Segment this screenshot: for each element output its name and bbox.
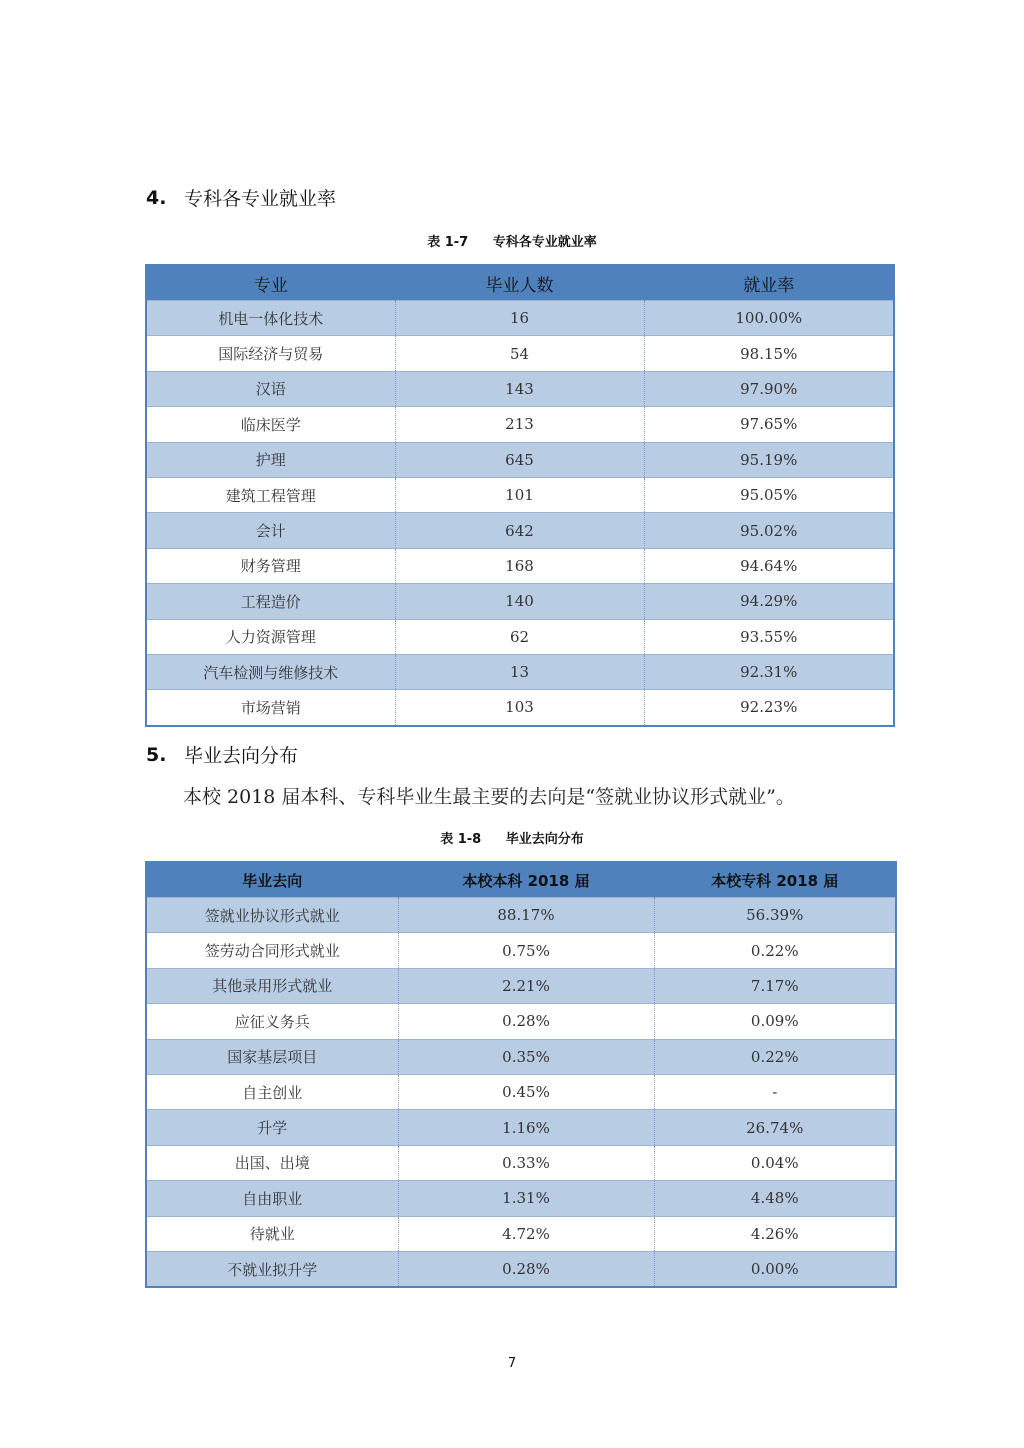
column-header: 就业率 [644,265,894,301]
table-cell: 62 [395,619,644,654]
table-row [146,301,894,336]
table-cell: 56.39% [654,898,896,933]
table-caption-number: 表 1-7 [427,235,469,250]
table-row [146,407,894,442]
table-row [146,1251,896,1287]
table-cell: 自主创业 [146,1074,398,1109]
table-cell: 0.33% [398,1145,654,1180]
graduate-destination-table [145,861,897,1288]
table-cell: 财务管理 [146,548,395,583]
table-cell: 2.21% [398,968,654,1003]
table-caption [0,231,1024,250]
table-cell: 0.09% [654,1004,896,1039]
table-row [146,371,894,406]
table-row [146,1004,896,1039]
table-cell: 97.90% [644,371,894,406]
table-cell: 建筑工程管理 [146,477,395,512]
table-cell: 213 [395,407,644,442]
table-cell: 95.19% [644,442,894,477]
table-row [146,1074,896,1109]
table-cell: 自由职业 [146,1181,398,1216]
column-header: 本校专科 2018 届 [654,862,896,898]
table-cell: 93.55% [644,619,894,654]
section-title: 专科各专业就业率 [184,188,337,210]
table-cell: 7.17% [654,968,896,1003]
table-cell: 95.05% [644,477,894,512]
table-cell: 市场营销 [146,690,395,726]
table-caption [0,828,1024,847]
table-cell: 0.22% [654,1039,896,1074]
table-cell: 88.17% [398,898,654,933]
table-cell: 645 [395,442,644,477]
table-cell: 工程造价 [146,584,395,619]
table-cell: - [654,1074,896,1109]
table-cell: 4.48% [654,1181,896,1216]
table-caption-title: 毕业去向分布 [505,832,584,847]
table-cell: 0.22% [654,933,896,968]
table-row [146,513,894,548]
table-cell: 100.00% [644,301,894,336]
column-header: 毕业去向 [146,862,398,898]
table-cell: 0.28% [398,1004,654,1039]
table-row [146,548,894,583]
table-cell: 机电一体化技术 [146,301,395,336]
table-row [146,968,896,1003]
table-cell: 97.65% [644,407,894,442]
column-header: 本校本科 2018 届 [398,862,654,898]
table-row [146,1216,896,1251]
table-cell: 人力资源管理 [146,619,395,654]
table-cell: 140 [395,584,644,619]
table-cell: 0.45% [398,1074,654,1109]
table-header-row [146,265,894,301]
table-cell: 0.00% [654,1251,896,1287]
major-employment-rate-table [145,264,895,727]
table-cell: 不就业拟升学 [146,1251,398,1287]
table-cell: 94.64% [644,548,894,583]
section-4-heading [146,184,336,211]
table-cell: 1.31% [398,1181,654,1216]
table-row [146,654,894,689]
table-cell: 642 [395,513,644,548]
table-cell: 0.35% [398,1039,654,1074]
table-row [146,336,894,371]
table-cell: 16 [395,301,644,336]
table-cell: 94.29% [644,584,894,619]
table-row [146,690,894,726]
table-cell: 103 [395,690,644,726]
table-header-row [146,862,896,898]
table-cell: 待就业 [146,1216,398,1251]
table-cell: 4.72% [398,1216,654,1251]
section-number: 4. [146,186,167,209]
table-cell: 92.31% [644,654,894,689]
table-cell: 0.75% [398,933,654,968]
table-cell: 0.28% [398,1251,654,1287]
column-header: 专业 [146,265,395,301]
table-row [146,1039,896,1074]
section-number: 5. [146,743,167,766]
table-row [146,442,894,477]
table-cell: 54 [395,336,644,371]
table-cell: 国际经济与贸易 [146,336,395,371]
table-row [146,477,894,512]
table-cell: 汉语 [146,371,395,406]
table-row [146,933,896,968]
table-cell: 汽车检测与维修技术 [146,654,395,689]
table-cell: 13 [395,654,644,689]
section-5-heading [146,741,298,768]
table-cell: 1.16% [398,1110,654,1145]
table-cell: 临床医学 [146,407,395,442]
table-caption-title: 专科各专业就业率 [492,235,597,250]
table-row [146,1181,896,1216]
table-row [146,619,894,654]
table-cell: 4.26% [654,1216,896,1251]
table-cell: 26.74% [654,1110,896,1145]
page-number: 7 [507,1356,517,1371]
table-cell: 其他录用形式就业 [146,968,398,1003]
table-cell: 签就业协议形式就业 [146,898,398,933]
table-cell: 签劳动合同形式就业 [146,933,398,968]
table-cell: 101 [395,477,644,512]
section-title: 毕业去向分布 [184,745,299,767]
column-header: 毕业人数 [395,265,644,301]
table-row [146,1110,896,1145]
table-row [146,1145,896,1180]
table-cell: 会计 [146,513,395,548]
table-caption-number: 表 1-8 [440,832,482,847]
table-cell: 国家基层项目 [146,1039,398,1074]
table-cell: 98.15% [644,336,894,371]
table-cell: 升学 [146,1110,398,1145]
table-cell: 应征义务兵 [146,1004,398,1039]
table-cell: 出国、出境 [146,1145,398,1180]
table-cell: 92.23% [644,690,894,726]
table-row [146,584,894,619]
section-paragraph: 本校 2018 届本科、专科毕业生最主要的去向是“签就业协议形式就业”。 [183,786,795,808]
table-cell: 95.02% [644,513,894,548]
table-cell: 168 [395,548,644,583]
table-cell: 护理 [146,442,395,477]
table-cell: 143 [395,371,644,406]
table-row [146,898,896,933]
table-cell: 0.04% [654,1145,896,1180]
